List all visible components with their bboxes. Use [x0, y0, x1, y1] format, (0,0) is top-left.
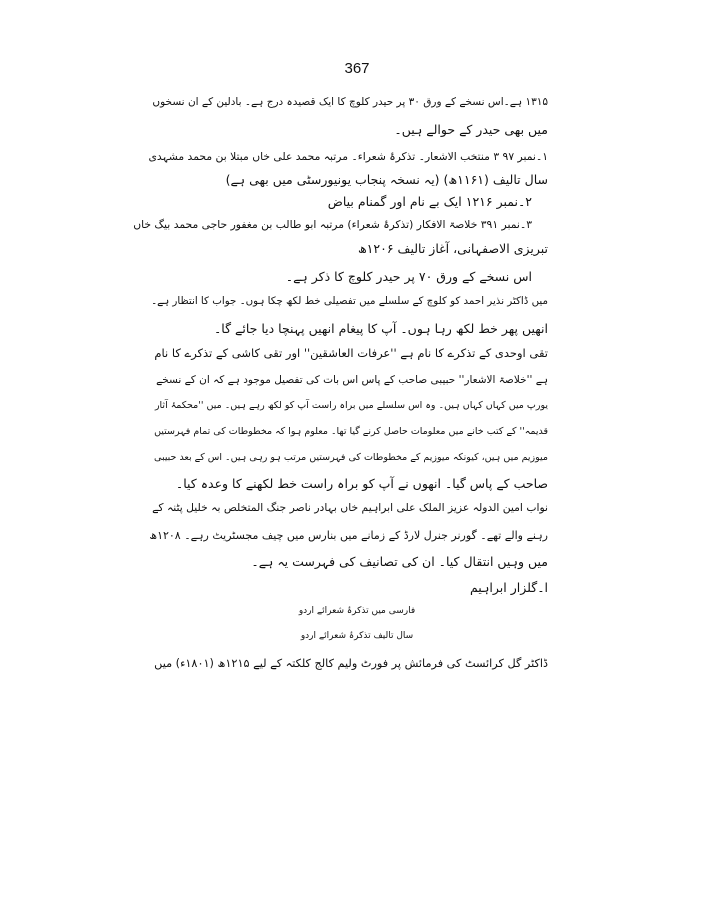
paragraph-line: قدیمہ'' کے کتب خانے میں معلومات حاصل کرنے گیا تھا۔ معلوم ہوا کہ مخطوطات کی تمام فہرستیں [154, 426, 548, 437]
paragraph-line: رہنے والے تھے۔ گورنر جنرل لارڈ کے زمانے میں بنارس میں چیف مجسٹریٹ رہے۔ ۱۲۰۸ھ [149, 529, 548, 542]
centered-line: فارسی میں تذکرۂ شعرائے اردو [298, 606, 416, 616]
paragraph-line: میں ڈاکٹر نذیر احمد کو کلوچ کے سلسلے میں تفصیلی خط لکھ چکا ہوں۔ جواب کا انتظار ہے۔ [151, 295, 548, 307]
paragraph-line: انھیں پھر خط لکھ رہا ہوں۔ آپ کا پیغام انھیں پہنچا دیا جائے گا۔ [213, 321, 548, 336]
paragraph-line: ۱۳۱۵ ہے۔اس نسخے کے ورق ۳۰ پر حیدر کلوچ کا ایک قصیدہ درج ہے۔ بادلین کے ان نسخوں [152, 96, 548, 108]
paragraph-line: ہے ''خلاصۃ الاشعار'' حبیبی صاحب کے پاس اس بات کی تفصیل موجود ہے کہ ان کے نسخے [156, 374, 548, 386]
paragraph-line: تقی اوحدی کے تذکرے کا نام ہے ''عرفات العاشقین'' اور تقی کاشی کے تذکرے کا نام [154, 346, 548, 360]
list-item-line: ا۔گلزار ابراہیم [469, 580, 548, 595]
paragraph-line: اس نسخے کے ورق ۷۰ پر حیدر کلوچ کا ذکر ہے۔ [285, 269, 532, 284]
paragraph-line: صاحب کے پاس گیا۔ انھوں نے آپ کو براہ راست خط لکھنے کا وعدہ کیا۔ [175, 476, 548, 491]
paragraph-line: میں وہیں انتقال کیا۔ ان کی تصانیف کی فہرست یہ ہے۔ [251, 554, 548, 569]
page-number: 367 [344, 60, 370, 77]
list-item-line: سال تالیف (۱۱۶۱ھ) (یہ نسخہ پنجاب یونیورسٹی میں بھی ہے) [225, 172, 548, 187]
list-item-line: ۳۔نمبر ۳۹۱ خلاصۃ الافکار (تذکرۂ شعراء) مرتبہ ابو طالب بن مغفور حاجی محمد بیگ خاں [133, 218, 532, 231]
list-item-line: ۱۔نمبر ۹۷ ۳ منتخب الاشعار۔ تذکرۂ شعراء۔ مرتبہ محمد علی خاں مبتلا بن محمد مشہدی [148, 150, 548, 163]
paragraph-line: میں بھی حیدر کے حوالے ہیں۔ [394, 122, 548, 137]
list-item-line: ۲۔نمبر ۱۲۱۶ ایک بے نام اور گمنام بیاض [327, 194, 532, 209]
paragraph-line: نواب امین الدولہ عزیز الملک علی ابراہیم خاں بہادر ناصر جنگ المتخلص بہ خلیل پٹنہ کے [152, 501, 548, 514]
paragraph-line: یورپ میں کہاں کہاں ہیں۔ وہ اس سلسلے میں براہ راست آپ کو لکھ رہے ہیں۔ میں ''محکمۂ آثار [154, 400, 548, 411]
paragraph-line: ڈاکٹر گل کرائسٹ کی فرمائش پر فورٹ ولیم کالج کلکتہ کے لیے ۱۲۱۵ھ (۱۸۰۱ء) میں [154, 657, 548, 670]
paragraph-line: میوزیم میں ہیں، کیونکہ میوزیم کے مخطوطات کی فہرستیں مرتب ہو رہی ہیں۔ اس کے بعد حبیبی [154, 452, 548, 463]
list-item-line: تبریزی الاصفہانی، آغاز تالیف ۱۲۰۶ھ [357, 241, 548, 256]
centered-line: سال تالیف تذکرۂ شعرائے اردو [300, 631, 414, 641]
